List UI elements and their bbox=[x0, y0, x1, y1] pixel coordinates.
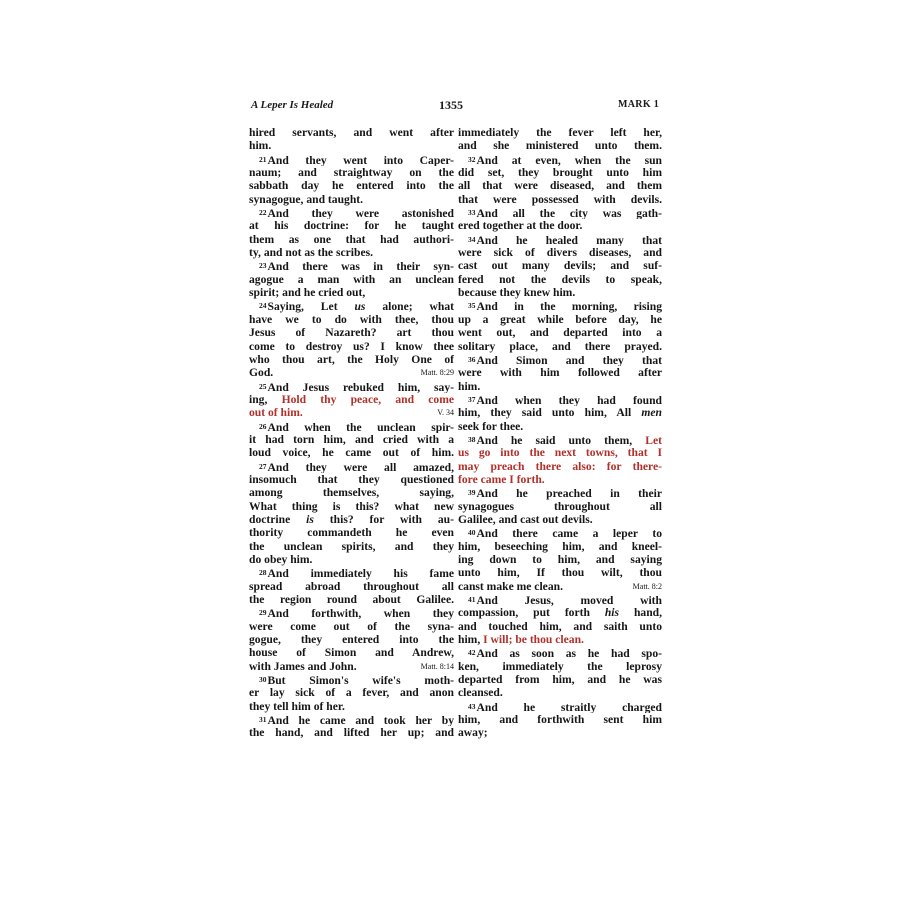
text-line bbox=[458, 700, 662, 713]
text-line bbox=[458, 673, 662, 686]
verse-text: And there came a leper to bbox=[476, 527, 662, 540]
verse-text: went out, and departed into a bbox=[458, 326, 662, 340]
verse-text: at his doctrine: for he taught bbox=[249, 219, 454, 233]
text-line bbox=[458, 340, 662, 353]
verse-text: were with him followed after bbox=[458, 366, 662, 380]
text-line bbox=[458, 139, 662, 152]
verse-text: And they were astonished bbox=[267, 207, 454, 220]
verse-text: And when the unclean spir- bbox=[267, 420, 454, 433]
verse-number: 42 bbox=[468, 648, 476, 658]
verse-number: 30 bbox=[259, 675, 267, 685]
verse-text: away; bbox=[458, 726, 488, 740]
text-line bbox=[458, 446, 662, 459]
text-line bbox=[249, 366, 454, 379]
text-line bbox=[458, 219, 662, 232]
verse-text: among themselves, saying, bbox=[249, 486, 454, 500]
text-line bbox=[458, 713, 662, 726]
text-line bbox=[249, 219, 454, 232]
verse-text: up a great while before day, he bbox=[458, 312, 662, 326]
text-line bbox=[249, 166, 454, 179]
text-line bbox=[249, 593, 454, 606]
verse-text: seek for thee. bbox=[458, 419, 524, 433]
verse-text: the region round about Galilee. bbox=[249, 593, 454, 607]
page-header bbox=[249, 96, 661, 118]
verse-text: spirit; and he cried out, bbox=[249, 286, 366, 300]
verse-text: And Jesus, moved with bbox=[476, 594, 662, 607]
verse-number: 24 bbox=[259, 301, 267, 311]
text-line bbox=[458, 380, 662, 393]
text-line bbox=[249, 179, 454, 192]
verse-text: him, bbox=[458, 633, 484, 647]
text-line bbox=[249, 526, 454, 539]
text-line bbox=[249, 500, 454, 513]
page-number: 1355 bbox=[439, 98, 463, 112]
verse-number: 28 bbox=[259, 568, 267, 578]
text-line bbox=[249, 420, 454, 433]
verse-text: gogue, they entered into the bbox=[249, 633, 454, 647]
text-line bbox=[249, 673, 454, 686]
verse-text: ing down to him, and saying bbox=[458, 553, 662, 566]
verse-text: compassion, put forth bbox=[458, 606, 605, 620]
text-line bbox=[249, 633, 454, 646]
verse-text: him, and forthwith sent him bbox=[458, 713, 662, 727]
text-line bbox=[249, 139, 454, 152]
verse-text: And he straitly charged bbox=[476, 700, 662, 714]
verse-number: 31 bbox=[259, 715, 267, 725]
text-line bbox=[249, 540, 454, 553]
text-line bbox=[249, 299, 454, 312]
verse-text: spread abroad throughout all bbox=[249, 579, 454, 593]
verse-text: all that were diseased, and them bbox=[458, 179, 662, 193]
text-line bbox=[458, 580, 662, 593]
verse-text: departed from him, and he was bbox=[458, 673, 662, 687]
text-line bbox=[458, 433, 662, 446]
text-line bbox=[249, 353, 454, 366]
verse-number: 22 bbox=[259, 208, 267, 218]
text-line bbox=[458, 233, 662, 246]
text-line bbox=[249, 473, 454, 486]
verse-text: immediately the fever left her, bbox=[458, 126, 662, 139]
verse-text: And Jesus rebuked him, say- bbox=[267, 380, 454, 393]
verse-text: unto him, If thou wilt, thou bbox=[458, 566, 662, 580]
text-line bbox=[458, 526, 662, 539]
text-line bbox=[458, 540, 662, 553]
text-line bbox=[249, 380, 454, 393]
verse-text: ty, and not as the scribes. bbox=[249, 246, 373, 260]
cross-reference: V. 34 bbox=[437, 408, 454, 418]
text-line bbox=[458, 486, 662, 499]
text-line bbox=[249, 660, 454, 673]
text-line bbox=[458, 686, 662, 699]
verse-text: this? for with au- bbox=[313, 512, 454, 526]
text-line bbox=[249, 273, 454, 286]
book-chapter: MARK 1 bbox=[618, 99, 659, 110]
verse-text: who thou art, the Holy One of bbox=[249, 352, 454, 366]
verse-text: And as soon as he had spo- bbox=[476, 647, 662, 660]
cross-reference: Matt. 8:2 bbox=[632, 581, 662, 591]
verse-text: And he preached in their bbox=[476, 487, 662, 500]
verse-text: God. bbox=[249, 366, 274, 380]
text-line bbox=[249, 433, 454, 446]
text-line bbox=[249, 606, 454, 619]
verse-text: And in the morning, rising bbox=[476, 300, 662, 313]
text-line bbox=[458, 646, 662, 659]
verse-text: house of Simon and Andrew, bbox=[249, 646, 454, 660]
text-line bbox=[458, 460, 662, 473]
text-line bbox=[458, 259, 662, 272]
verse-text: And forthwith, when they bbox=[267, 607, 454, 620]
verse-text: canst make me clean. bbox=[458, 579, 563, 593]
text-line bbox=[458, 620, 662, 633]
verse-text: him, they said unto him, All bbox=[458, 406, 642, 420]
text-line bbox=[458, 406, 662, 419]
verse-text: them as one that had authori- bbox=[249, 232, 454, 246]
text-line bbox=[249, 486, 454, 499]
verse-text: sabbath day he entered into the bbox=[249, 179, 454, 193]
verse-number: 33 bbox=[468, 208, 476, 218]
verse-text: Galilee, and cast out devils. bbox=[458, 512, 593, 526]
text-line bbox=[458, 206, 662, 219]
text-line bbox=[458, 420, 662, 433]
text-line bbox=[458, 473, 662, 486]
left-column bbox=[249, 126, 454, 740]
cross-reference: Matt. 8:14 bbox=[420, 661, 454, 671]
verse-text: with James and John. bbox=[249, 659, 357, 673]
text-line bbox=[249, 446, 454, 459]
verse-text: did set, they brought unto him bbox=[458, 166, 662, 180]
text-line bbox=[458, 353, 662, 366]
text-line bbox=[458, 299, 662, 312]
verse-text: ered together at the door. bbox=[458, 219, 583, 233]
verse-text: But Simon's wife's moth- bbox=[267, 674, 454, 687]
text-line bbox=[249, 460, 454, 473]
verse-text: his bbox=[604, 606, 620, 620]
verse-text: loud voice, he came out of him. bbox=[249, 446, 454, 460]
verse-text: and she ministered unto them. bbox=[458, 139, 662, 153]
text-line bbox=[249, 513, 454, 526]
text-line bbox=[249, 193, 454, 206]
text-line bbox=[249, 206, 454, 219]
text-line bbox=[249, 726, 454, 739]
verse-text: come to destroy us? I know thee bbox=[249, 339, 454, 353]
text-line bbox=[249, 700, 454, 713]
text-line bbox=[458, 246, 662, 259]
text-line bbox=[249, 126, 454, 139]
verse-text: synagogue, and taught. bbox=[249, 192, 364, 206]
verse-text: do obey him. bbox=[249, 553, 313, 566]
verse-text: were come out of the syna- bbox=[249, 619, 454, 633]
text-line bbox=[458, 633, 662, 646]
verse-text: er lay sick of a fever, and anon bbox=[249, 686, 454, 700]
text-line bbox=[458, 606, 662, 619]
section-title: A Leper Is Healed bbox=[251, 99, 334, 111]
verse-text: And they were all amazed, bbox=[267, 460, 454, 473]
verse-text: the hand, and lifted her up; and bbox=[249, 726, 454, 740]
verse-number: 37 bbox=[468, 394, 476, 404]
verse-text: that were possessed with devils. bbox=[458, 192, 662, 206]
text-line bbox=[458, 593, 662, 606]
text-line bbox=[249, 566, 454, 579]
verse-text: him. bbox=[458, 379, 481, 393]
verse-text: cast out many devils; and suf- bbox=[458, 259, 662, 273]
text-line bbox=[249, 340, 454, 353]
verse-text: and touched him, and saith unto bbox=[458, 619, 662, 633]
text-line bbox=[249, 580, 454, 593]
text-line bbox=[249, 313, 454, 326]
text-line bbox=[249, 153, 454, 166]
text-line bbox=[249, 246, 454, 259]
verse-text: insomuch that they questioned bbox=[249, 472, 454, 486]
verse-number: 29 bbox=[259, 608, 267, 618]
text-line bbox=[249, 646, 454, 659]
verse-text: ken, immediately the leprosy bbox=[458, 659, 662, 673]
verse-text: hired servants, and went after bbox=[249, 126, 454, 139]
words-of-jesus: us go into the next towns, that I bbox=[458, 446, 662, 460]
verse-number: 38 bbox=[468, 434, 476, 444]
verse-number: 41 bbox=[468, 595, 476, 605]
verse-number: 43 bbox=[468, 701, 476, 711]
text-line bbox=[249, 393, 454, 406]
verse-number: 23 bbox=[259, 261, 267, 271]
words-of-jesus: may preach there also: for there- bbox=[458, 459, 662, 473]
verse-text: synagogues throughout all bbox=[458, 499, 662, 513]
verse-text: doctrine bbox=[249, 512, 307, 526]
text-line bbox=[458, 126, 662, 139]
verse-text: alone; what bbox=[365, 300, 454, 313]
cross-reference: Matt. 8:29 bbox=[420, 368, 454, 378]
text-line bbox=[249, 233, 454, 246]
text-line bbox=[458, 286, 662, 299]
text-line bbox=[249, 326, 454, 339]
text-line bbox=[249, 620, 454, 633]
right-column bbox=[458, 126, 662, 740]
text-line bbox=[458, 553, 662, 566]
verse-text: And he came and took her by bbox=[267, 714, 454, 727]
text-line bbox=[249, 286, 454, 299]
verse-number: 40 bbox=[468, 528, 476, 538]
text-line bbox=[458, 193, 662, 206]
verse-text: him. bbox=[249, 139, 272, 153]
verse-text: And immediately his fame bbox=[267, 567, 454, 580]
text-line bbox=[249, 686, 454, 699]
verse-text: naum; and straightway on the bbox=[249, 166, 454, 180]
text-line bbox=[458, 153, 662, 166]
verse-text: is bbox=[306, 512, 314, 526]
verse-number: 39 bbox=[468, 488, 476, 498]
text-line bbox=[458, 513, 662, 526]
verse-text: cleansed. bbox=[458, 686, 503, 700]
words-of-jesus: Hold thy peace, and come bbox=[281, 392, 454, 406]
text-line bbox=[458, 366, 662, 379]
text-line bbox=[458, 326, 662, 339]
text-line bbox=[249, 553, 454, 566]
verse-number: 34 bbox=[468, 234, 476, 244]
verse-text: And he healed many that bbox=[476, 233, 662, 247]
verse-text: fered not the devils to speak, bbox=[458, 272, 662, 286]
verse-number: 26 bbox=[259, 421, 267, 431]
verse-text: solitary place, and there prayed. bbox=[458, 339, 662, 353]
verse-text: And there was in their syn- bbox=[267, 260, 454, 273]
verse-text: What thing is this? what new bbox=[249, 499, 454, 513]
bible-page bbox=[249, 96, 661, 808]
verse-text: the unclean spirits, and they bbox=[249, 539, 454, 553]
verse-text: And all the city was gath- bbox=[476, 207, 662, 220]
text-line bbox=[249, 259, 454, 272]
verse-text: were sick of divers diseases, and bbox=[458, 246, 662, 260]
verse-text: him, beseeching him, and kneel- bbox=[458, 539, 662, 553]
text-line bbox=[458, 726, 662, 739]
verse-text: And Simon and they that bbox=[476, 353, 662, 367]
verse-text: And when they had found bbox=[476, 393, 662, 407]
text-line bbox=[458, 566, 662, 579]
verse-text: hand, bbox=[619, 606, 662, 620]
verse-number: 32 bbox=[468, 154, 476, 164]
verse-number: 36 bbox=[468, 354, 476, 364]
verse-number: 21 bbox=[259, 154, 267, 164]
verse-text: And at even, when the sun bbox=[476, 153, 662, 167]
verse-text: it had torn him, and cried with a bbox=[249, 432, 454, 446]
verse-number: 35 bbox=[468, 301, 476, 311]
verse-text: And they went into Caper- bbox=[267, 153, 454, 167]
text-line bbox=[458, 313, 662, 326]
verse-text: they tell him of her. bbox=[249, 699, 345, 713]
text-line bbox=[458, 273, 662, 286]
words-of-jesus: out of him. bbox=[249, 406, 303, 420]
verse-text: agogue a man with an unclean bbox=[249, 272, 454, 286]
text-line bbox=[249, 406, 454, 419]
verse-text: because they knew him. bbox=[458, 286, 576, 300]
verse-number: 27 bbox=[259, 461, 267, 471]
verse-text: ing, bbox=[249, 392, 282, 406]
text-line bbox=[458, 393, 662, 406]
words-of-jesus: fore came I forth. bbox=[458, 472, 545, 486]
words-of-jesus: Let bbox=[645, 433, 662, 447]
text-line bbox=[458, 660, 662, 673]
verse-text: men bbox=[641, 406, 662, 420]
verse-text: have we to do with thee, thou bbox=[249, 312, 454, 326]
text-line bbox=[249, 713, 454, 726]
words-of-jesus: I will; be thou clean. bbox=[483, 633, 584, 647]
verse-text: And he said unto them, bbox=[476, 433, 646, 447]
verse-text: Jesus of Nazareth? art thou bbox=[249, 326, 454, 340]
text-line bbox=[458, 500, 662, 513]
verse-number: 25 bbox=[259, 381, 267, 391]
verse-text: us bbox=[354, 300, 366, 313]
verse-text: thority commandeth he even bbox=[249, 526, 454, 540]
text-line bbox=[458, 179, 662, 192]
verse-text: Saying, Let bbox=[267, 300, 355, 313]
text-line bbox=[458, 166, 662, 179]
